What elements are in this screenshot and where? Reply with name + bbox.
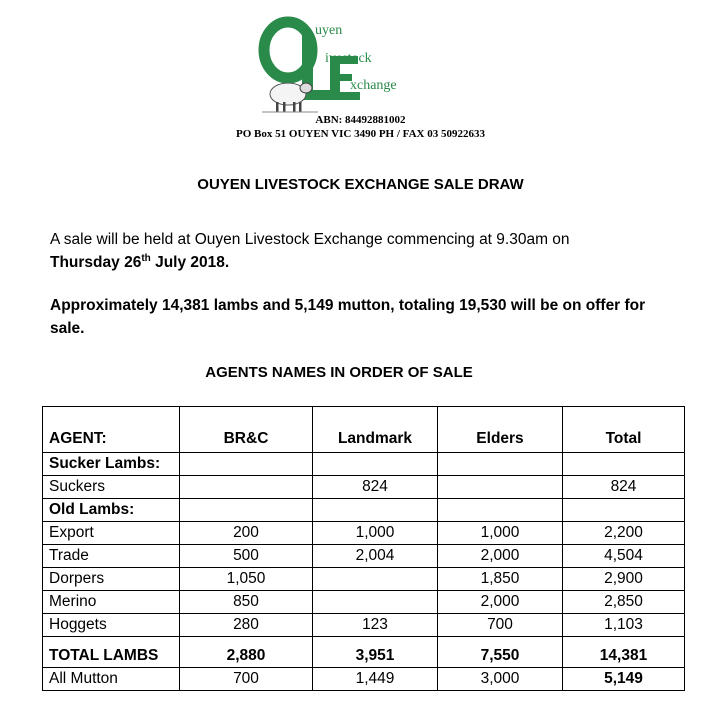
ole-logo-mark — [258, 16, 458, 116]
cell-total: 824 — [563, 476, 685, 499]
header-elders: Elders — [438, 407, 563, 453]
cell-landmark: 123 — [313, 614, 438, 637]
sale-date-rest: July 2018. — [150, 254, 230, 271]
cell-total: 14,381 — [563, 637, 685, 668]
cell-elders: 2,000 — [438, 545, 563, 568]
row-label: Merino — [43, 591, 180, 614]
table-row-merino — [43, 591, 685, 614]
agents-subtitle: AGENTS NAMES IN ORDER OF SALE — [205, 364, 473, 381]
row-label: Trade — [43, 545, 180, 568]
logo-word-exchange: xchange — [350, 78, 397, 93]
cell-brc: 500 — [180, 545, 313, 568]
row-label: Suckers — [43, 476, 180, 499]
section-label: Old Lambs: — [43, 499, 180, 522]
header-brc: BR&C — [180, 407, 313, 453]
cell-brc: 2,880 — [180, 637, 313, 668]
intro-paragraph — [50, 228, 670, 274]
cell-elders: 1,000 — [438, 522, 563, 545]
table-row-all-mutton — [43, 668, 685, 691]
cell-total: 4,504 — [563, 545, 685, 568]
cell-landmark — [313, 591, 438, 614]
cell-brc: 280 — [180, 614, 313, 637]
sale-date-day: Thursday 26 — [50, 254, 142, 271]
sale-date — [50, 254, 229, 271]
header-landmark: Landmark — [313, 407, 438, 453]
row-label: TOTAL LAMBS — [43, 637, 180, 668]
section-row-old-lambs — [43, 499, 685, 522]
table-row-total-lambs — [43, 637, 685, 668]
sale-draw-table — [42, 406, 685, 691]
cell-brc: 700 — [180, 668, 313, 691]
cell-elders: 700 — [438, 614, 563, 637]
cell-landmark: 1,000 — [313, 522, 438, 545]
document-title: OUYEN LIVESTOCK EXCHANGE SALE DRAW — [197, 176, 524, 193]
header-agent: AGENT: — [43, 407, 180, 453]
table-row-trade — [43, 545, 685, 568]
section-label: Sucker Lambs: — [43, 453, 180, 476]
cell-total: 1,103 — [563, 614, 685, 637]
cell-landmark: 2,004 — [313, 545, 438, 568]
cell-brc: 850 — [180, 591, 313, 614]
table-row-suckers — [43, 476, 685, 499]
cell-elders — [438, 476, 563, 499]
section-row-sucker-lambs — [43, 453, 685, 476]
cell-elders: 7,550 — [438, 637, 563, 668]
table-header-row — [43, 407, 685, 453]
logo-word-livestock: ivestock — [325, 51, 372, 66]
cell-elders: 1,850 — [438, 568, 563, 591]
cell-total: 2,850 — [563, 591, 685, 614]
table-row-dorpers — [43, 568, 685, 591]
row-label: Hoggets — [43, 614, 180, 637]
logo-word-ouyen: uyen — [315, 23, 343, 38]
logo — [258, 16, 458, 116]
address-line: PO Box 51 OUYEN VIC 3490 PH / FAX 03 50922633 — [236, 128, 485, 140]
cell-total: 2,200 — [563, 522, 685, 545]
cell-brc: 200 — [180, 522, 313, 545]
cell-landmark: 824 — [313, 476, 438, 499]
cell-total: 5,149 — [563, 668, 685, 691]
header-total: Total — [563, 407, 685, 453]
table-row-hoggets — [43, 614, 685, 637]
abn-line: ABN: 84492881002 — [315, 114, 406, 126]
cell-total: 2,900 — [563, 568, 685, 591]
cell-elders: 2,000 — [438, 591, 563, 614]
row-label: Dorpers — [43, 568, 180, 591]
cell-brc — [180, 476, 313, 499]
intro-text: A sale will be held at Ouyen Livestock Exchange commencing at 9.30am on — [50, 231, 570, 248]
cell-landmark: 3,951 — [313, 637, 438, 668]
summary-paragraph: Approximately 14,381 lambs and 5,149 mutton, totaling 19,530 will be on offer for sale. — [50, 297, 646, 337]
cell-brc: 1,050 — [180, 568, 313, 591]
row-label: Export — [43, 522, 180, 545]
sale-date-suffix: th — [141, 252, 151, 264]
cell-landmark — [313, 568, 438, 591]
cell-elders: 3,000 — [438, 668, 563, 691]
table-row-export — [43, 522, 685, 545]
row-label: All Mutton — [43, 668, 180, 691]
cell-landmark: 1,449 — [313, 668, 438, 691]
